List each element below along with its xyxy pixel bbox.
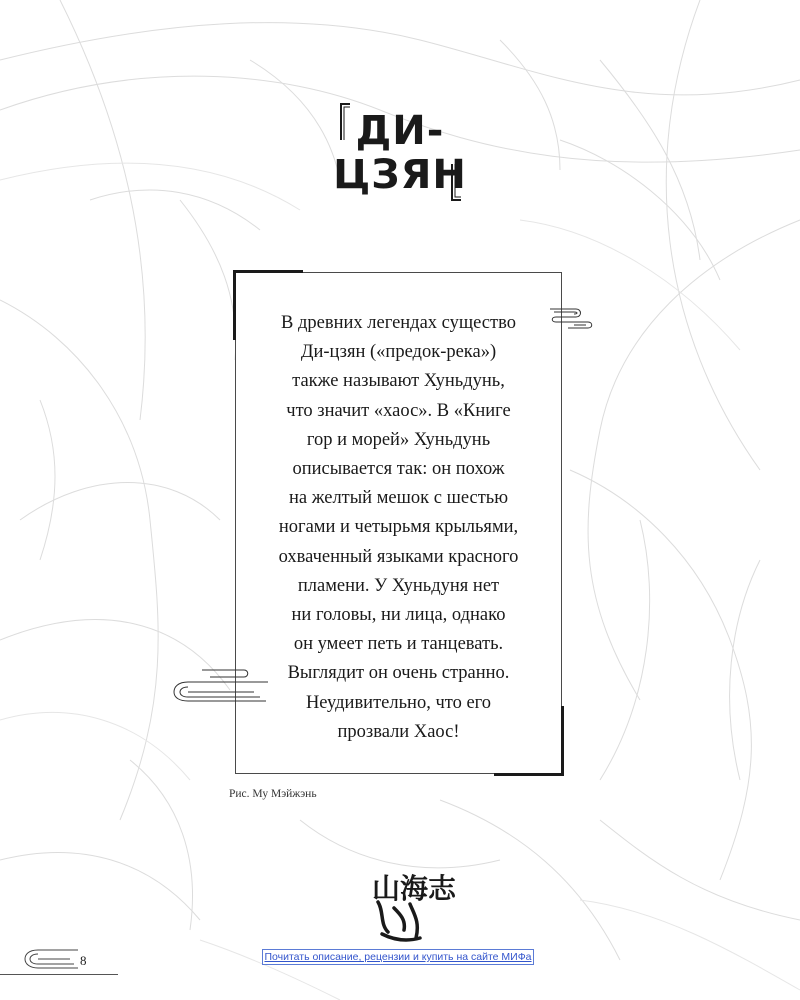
body-text-line: прозвали Хаос! xyxy=(337,721,460,742)
calligraphy-logo xyxy=(370,868,457,946)
body-text-line: пламени. У Хуньдуня нет xyxy=(297,575,500,596)
scroll-clip-icon xyxy=(22,946,80,972)
body-text-line: ни головы, ни лица, однако xyxy=(291,605,506,626)
body-text-line: гор и морей» Хуньдунь xyxy=(306,429,491,450)
scroll-clip-icon xyxy=(170,668,272,704)
body-text-line: ногами и четырьмя крыльями, xyxy=(278,517,519,538)
illustration-credit: Рис. Му Мэйжэнь xyxy=(229,788,317,800)
body-text-line: охваченный языками красного xyxy=(278,546,519,567)
page-title-line-1: ДИ- xyxy=(355,108,445,154)
right-corner-bracket-icon xyxy=(450,162,464,202)
body-text-line: Неудивительно, что его xyxy=(305,692,492,713)
frame-accent xyxy=(494,773,564,776)
svg-text:山海志: 山海志 xyxy=(372,872,457,905)
footer-rule xyxy=(0,974,118,975)
title-block xyxy=(0,100,800,210)
body-text-line: он умеет петь и танцевать. xyxy=(293,634,504,655)
frame-accent xyxy=(233,270,303,273)
page-title-line-2: ЦЗЯН xyxy=(333,152,467,198)
body-text-line: В древних легендах существо xyxy=(281,313,516,333)
body-text-line: Выглядит он очень странно. xyxy=(287,663,510,684)
frame-accent xyxy=(561,706,564,776)
body-text-line: Ди-цзян («предок-река») xyxy=(300,342,497,363)
buy-book-link[interactable]: Почитать описание, рецензии и купить на сайте МИФа xyxy=(262,949,534,965)
scroll-clip-icon xyxy=(548,306,594,330)
body-text-line: также называют Хуньдунь, xyxy=(292,371,505,392)
body-text-line: что значит «хаос». В «Книге xyxy=(286,400,511,421)
page-number: 8 xyxy=(80,953,87,968)
body-text-line: описывается так: он похож xyxy=(292,459,505,480)
body-text-line: на желтый мешок с шестью xyxy=(288,488,509,509)
frame-accent xyxy=(233,270,236,340)
body-text xyxy=(238,309,559,747)
